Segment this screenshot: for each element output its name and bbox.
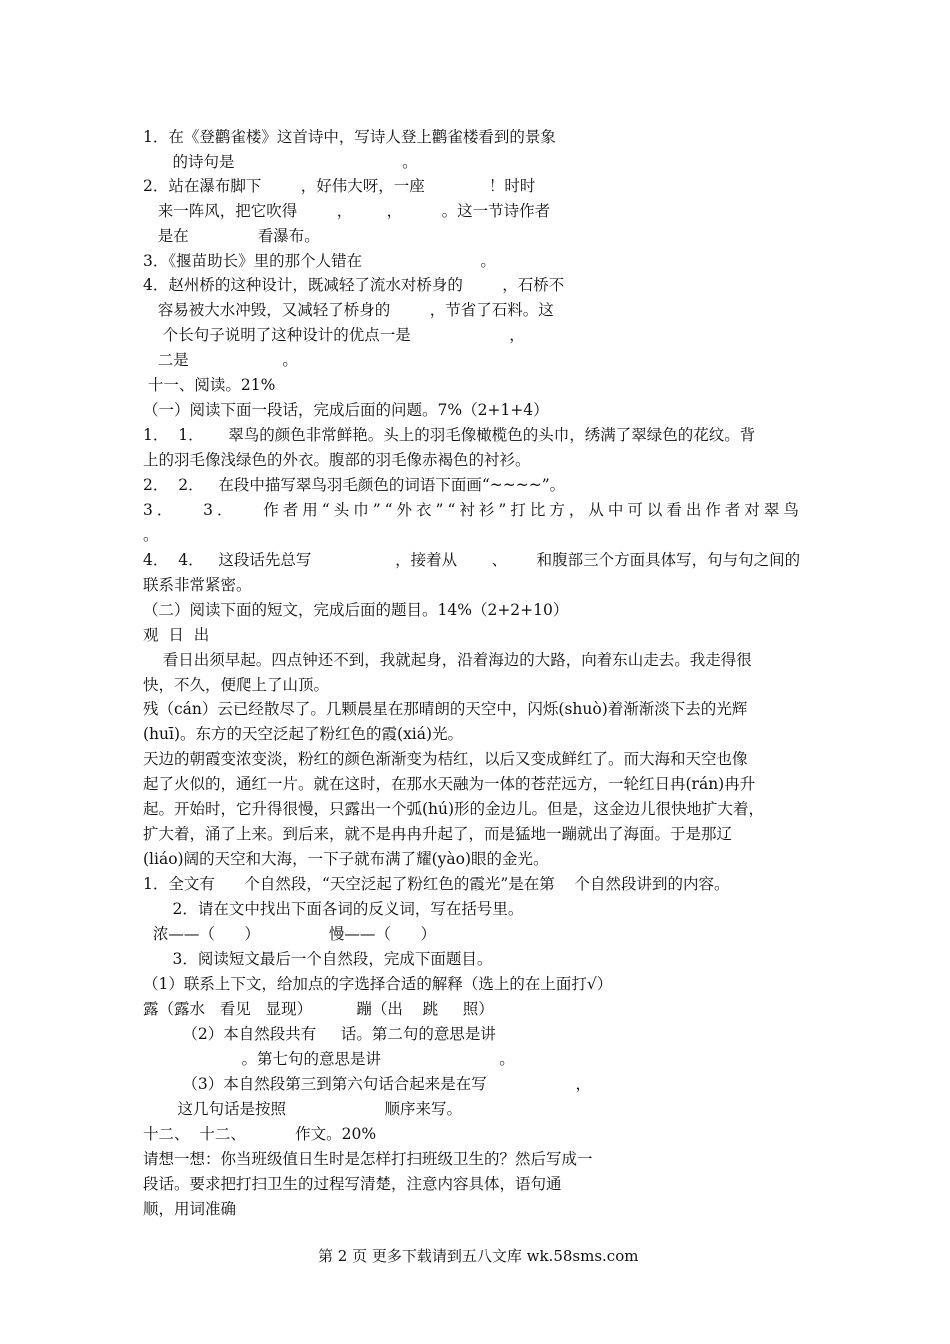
passage-line-1: 看日出须早起。四点钟还不到，我就起身，沿着海边的大路，向着东山走去。我走得很 <box>143 651 752 669</box>
reading-1-question-4-line-2: 联系非常紧密。 <box>143 576 252 594</box>
passage-line-9: (liáo)阔的天空和大海，一下子就布满了耀(yào)眼的金光。 <box>143 850 549 868</box>
composition-line-1: 请想一想：你当班级值日生时是怎样打扫班级卫生的？然后写成一 <box>143 1150 593 1168</box>
sub-question-2-line-1: （2）本自然段共有 话。第二句的意思是讲 <box>143 1025 496 1043</box>
reading-1-heading: （一）阅读下面一段话，完成后面的问题。7%（2+1+4） <box>143 401 549 419</box>
section-12-heading: 十二、 十二、 作文。20% <box>143 1125 377 1143</box>
question-4-line-1: 4．赵州桥的这种设计，既减轻了流水对桥身的 ，石桥不 <box>143 276 565 294</box>
passage-line-3: 残（cán）云已经散尽了。几颗晨星在那晴朗的天空中，闪烁(shuò)着渐渐淡下去的光辉 <box>143 700 748 718</box>
question-3-line: 3．《揠苗助长》里的那个人错在 。 <box>143 252 496 270</box>
reading-1-question-3: 3． 3． 作者用“头巾”“外衣”“衬衫”打比方，从中可以看出作者对翠鸟 <box>143 501 803 519</box>
reading-1-question-4-line-1: 4． 4． 这段话先总写 ，接着从 、 和腹部三个方面具体写，句与句之间的 <box>143 551 801 569</box>
passage-line-5: 天边的朝霞变浓变淡，粉红的颜色渐渐变为桔红，以后又变成鲜红了。而大海和天空也像 <box>143 750 748 768</box>
page-footer: 第 2 页 更多下载请到五八文库 wk.58sms.com <box>318 1247 639 1265</box>
word-choice-line: 露（露水 看见 显现） 蹦（出 跳 照） <box>143 1000 494 1018</box>
section-11-heading: 十一、阅读。21% <box>143 376 276 394</box>
reading-1-question-2: 2． 2． 在段中描写翠鸟羽毛颜色的词语下面画“~~~~”。 <box>143 476 566 494</box>
question-2-line-3: 是在 看瀑布。 <box>143 227 320 245</box>
question-4-line-3: 个长句子说明了这种设计的优点一是 ， <box>143 326 525 344</box>
passage-line-6: 起了火似的，通红一片。就在这时，在那水天融为一体的苍茫远方，一轮红日冉(rán)冉升 <box>143 775 756 793</box>
reading-1-passage-line-1: 1． 1． 翠鸟的颜色非常鲜艳。头上的羽毛像橄榄色的头巾，绣满了翠绿色的花纹。背 <box>143 426 756 444</box>
sub-question-1: （1）联系上下文，给加点的字选择合适的解释（选上的在上面打√） <box>143 975 613 993</box>
question-2-line-2: 来一阵风，把它吹得 ， ， 。这一节诗作者 <box>143 202 551 220</box>
question-1-line-1: 1．在《登鹳雀楼》这首诗中，写诗人登上鹳雀楼看到的景象 <box>143 128 556 146</box>
passage-line-4: (huī)。东方的天空泛起了粉红色的霞(xiá)光。 <box>143 725 464 743</box>
reading-2-question-1: 1．全文有 个自然段，“天空泛起了粉红色的霞光”是在第 个自然段讲到的内容。 <box>143 875 730 893</box>
passage-line-2: 快，不久，便爬上了山顶。 <box>143 676 330 694</box>
passage-line-8: 扩大着，涌了上来。到后来，就不是冉冉升起了，而是猛地一蹦就出了海面。于是那辽 <box>143 825 733 843</box>
reading-2-question-3: 3．阅读短文最后一个自然段，完成下面题目。 <box>143 950 493 968</box>
sub-question-3-line-1: （3）本自然段第三到第六句话合起来是在写 ， <box>143 1075 591 1093</box>
reading-1-question-3-end: 。 <box>143 526 159 544</box>
question-1-line-2: 的诗句是 。 <box>143 153 418 171</box>
passage-line-7: 起。开始时，它升得很慢，只露出一个弧(hú)形的金边儿。但是，这金边儿很快地扩大着， <box>143 800 765 818</box>
reading-2-heading: （二）阅读下面的短文，完成后面的题目。14%（2+2+10） <box>143 601 569 619</box>
antonym-line: 浓——（ ） 慢——（ ） <box>143 925 436 943</box>
question-4-line-4: 二是 。 <box>143 351 298 369</box>
question-4-line-2: 容易被大水冲毁，又减轻了桥身的 ，节省了石料。这 <box>143 301 554 319</box>
composition-line-3: 顺，用词准确 <box>143 1200 237 1218</box>
sub-question-2-line-2: 。第七句的意思是讲 。 <box>143 1050 515 1068</box>
reading-2-question-2: 2．请在文中找出下面各词的反义词，写在括号里。 <box>143 900 524 918</box>
question-2-line-1: 2．站在瀑布脚下 ，好伟大呀，一座 ！时时 <box>143 177 536 195</box>
reading-1-passage-line-2: 上的羽毛像浅绿色的外衣。腹部的羽毛像赤褐色的衬衫。 <box>143 451 531 469</box>
composition-line-2: 段话。要求把打扫卫生的过程写清楚，注意内容具体，语句通 <box>143 1175 562 1193</box>
sub-question-3-line-2: 这几句话是按照 顺序来写。 <box>143 1100 463 1118</box>
passage-title: 观 日 出 <box>143 626 210 644</box>
